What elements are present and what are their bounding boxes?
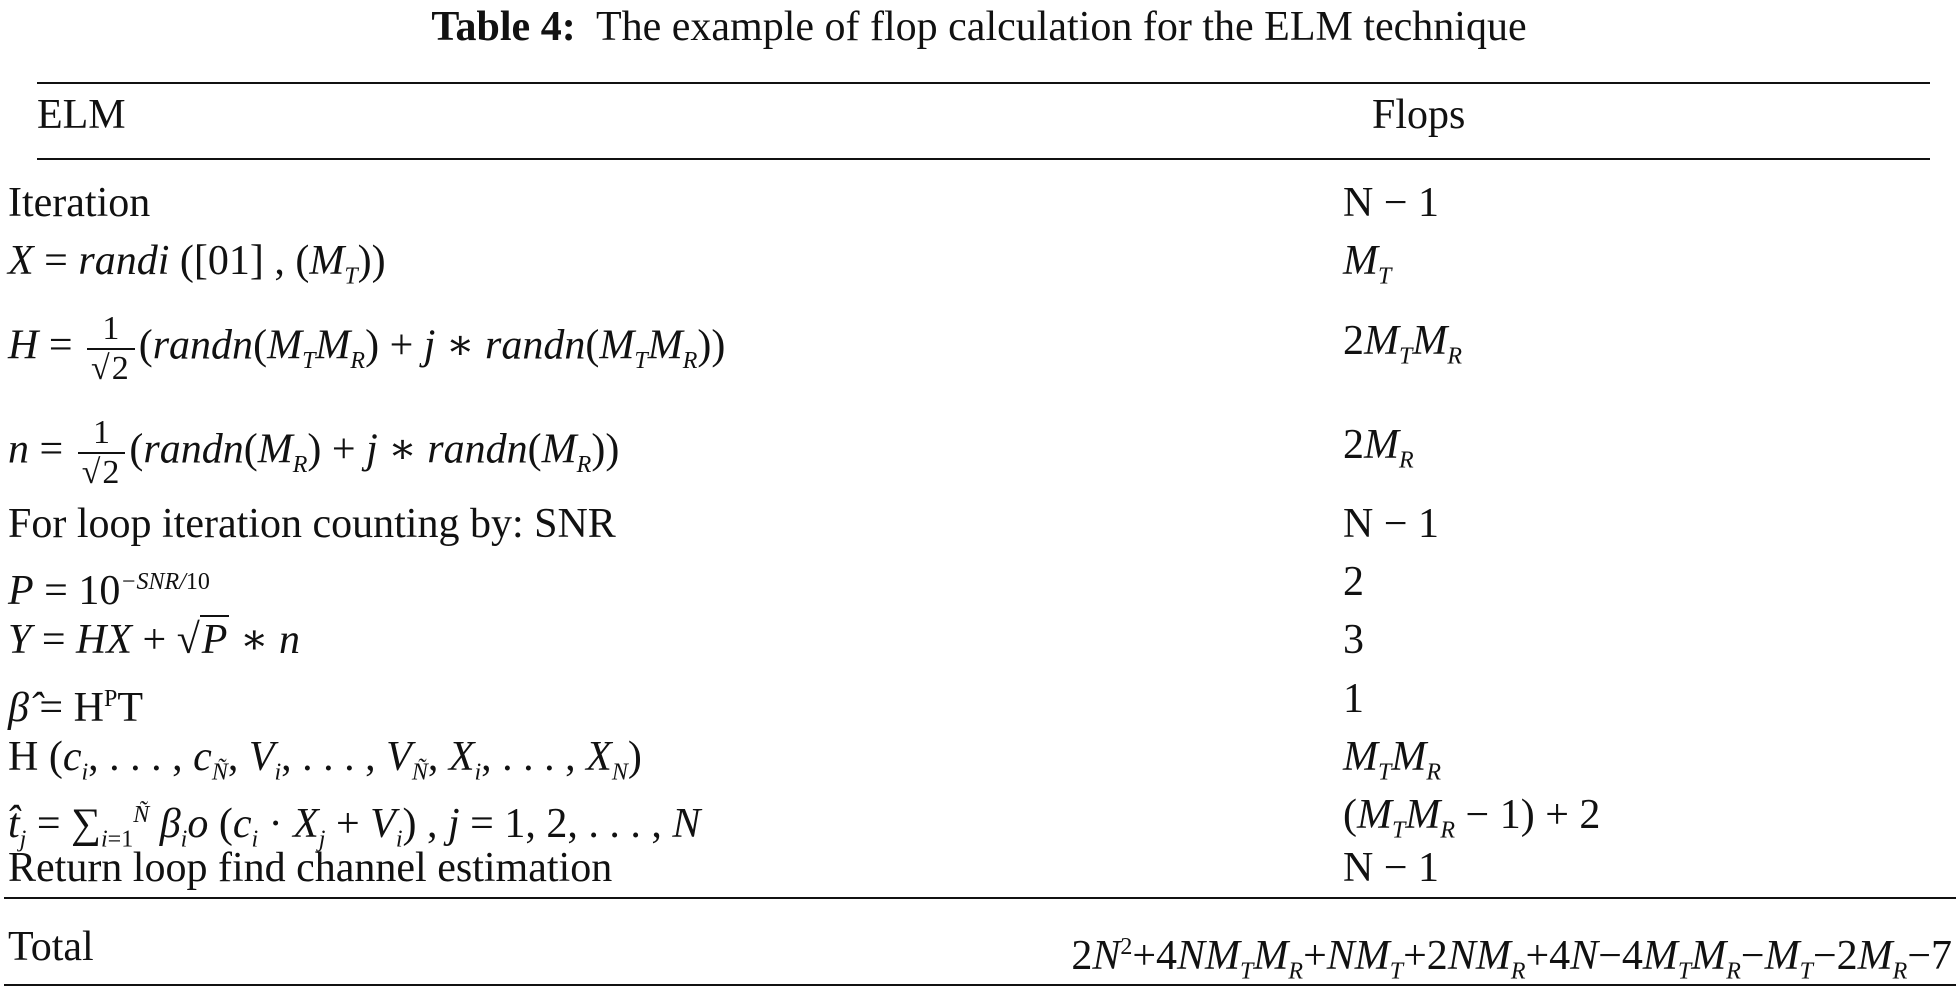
row-expression: Iteration: [8, 180, 151, 226]
table-row: [8, 495, 1956, 553]
table-row: [8, 670, 1956, 731]
row-flops: $2M_TM_R$: [1343, 318, 1463, 370]
table-row: [8, 414, 1956, 491]
row-flops: $M_T$: [1343, 238, 1392, 290]
table-row: [8, 174, 1956, 232]
row-flops: 2: [1343, 559, 1364, 605]
row-expression: Return loop find channel estimation: [8, 845, 613, 891]
total-rule: [4, 897, 1956, 899]
table-caption: [0, 2, 1958, 52]
row-expression: X = randi ([01] , $(M_T)$): [8, 238, 386, 290]
table-title: The example of flop calculation for the ELM technique: [595, 4, 1527, 50]
header-elm: ELM: [37, 92, 126, 138]
row-flops: N − 1: [1343, 845, 1440, 891]
table-row: [8, 232, 1956, 290]
table-row: [8, 553, 1956, 614]
header-flops: Flops: [1372, 92, 1466, 138]
header-rule: [37, 158, 1930, 160]
row-flops: 3: [1343, 617, 1364, 663]
row-expression: H = $\frac{1}{√2}$ ($randn(M_TM_R) + j$ ∗ $randn(M_TM_R)$): [8, 310, 726, 387]
row-expression: $P = 10^{-SNR/10}$: [8, 568, 210, 614]
row-flops: N − 1: [1343, 180, 1440, 226]
total-label: Total: [8, 924, 94, 970]
row-flops: $2M_R$: [1343, 422, 1414, 474]
row-flops: $(M_TM_R - 1) + 2$: [1343, 792, 1601, 844]
row-expression: Y = HX + √P ∗ n: [8, 617, 300, 663]
row-expression: β̂ = $H^PT$: [8, 685, 143, 731]
row-expression: $t̂_j = \sum_{i=1}^Ñ$ $\beta_io$ $(c_i \cdot X_j + V_i)$ , j = 1, 2, . . . , N: [8, 801, 701, 853]
table-row: [8, 611, 1956, 669]
row-flops: N − 1: [1343, 501, 1440, 547]
top-rule: [37, 82, 1930, 84]
table-row: [8, 786, 1956, 853]
row-expression: For loop iteration counting by: SNR: [8, 501, 616, 547]
table-label: Table 4:: [431, 4, 576, 50]
fraction: $\frac{1}{√2}$: [87, 312, 135, 386]
total-value: $2N^2+4NM_TM_R+NM_T+2NM_R+4N-4M_TM_R-M_T-2M_R-7$: [1071, 933, 1952, 985]
row-expression: n = $\frac{1}{√2}$ ($randn(M_R) + j$ ∗ $randn(M_R)$): [8, 414, 620, 491]
table-row: [8, 728, 1956, 786]
table-row: [8, 310, 1956, 387]
row-flops: 1: [1343, 676, 1364, 722]
row-expression: H ($c_i$, . . . , $c_Ñ$, $V_i$, . . . , $V_Ñ$, $X_i$, . . . , $X_N$): [8, 734, 642, 786]
fraction: $\frac{1}{√2}$: [78, 416, 126, 490]
row-flops: $M_TM_R$: [1343, 734, 1442, 786]
table-row: [8, 839, 1956, 897]
